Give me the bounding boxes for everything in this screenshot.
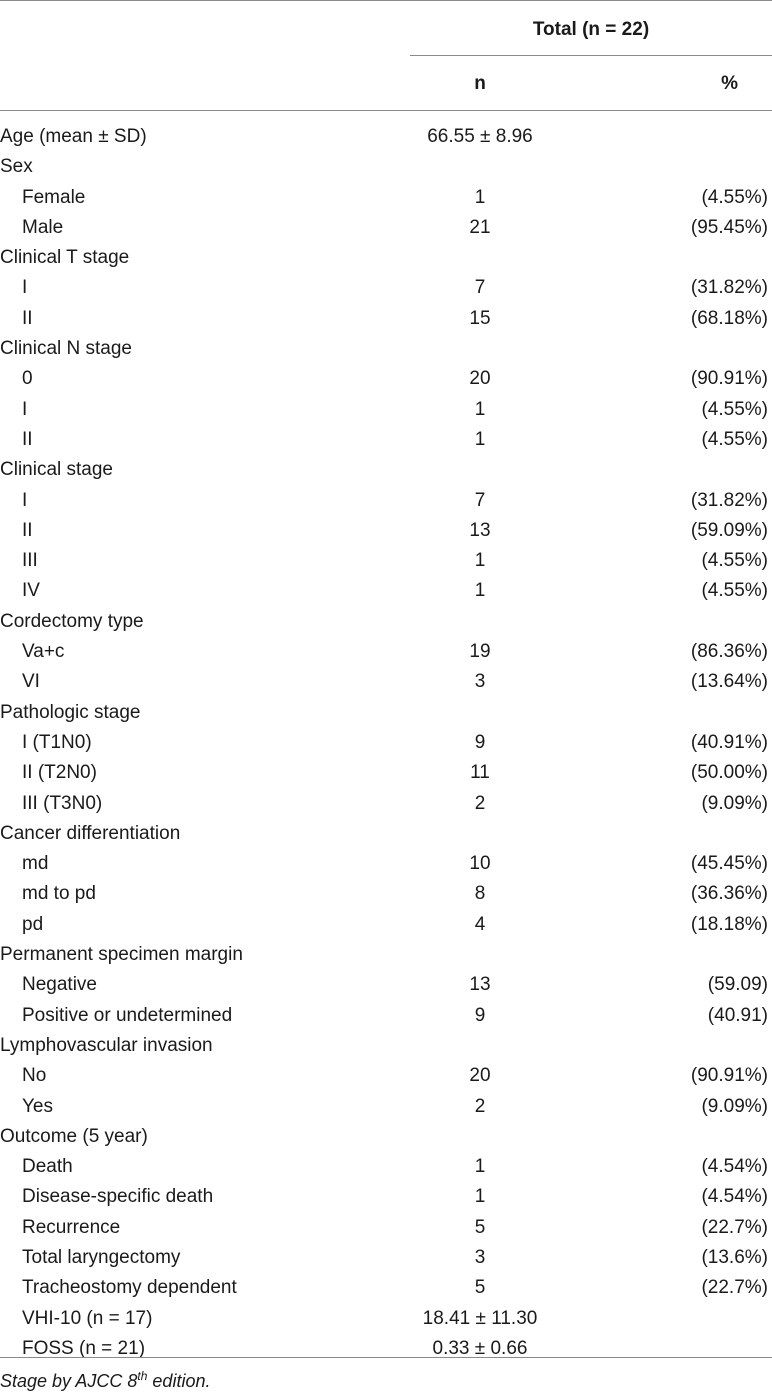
row-pct-value: (90.91%) [690,1065,768,1087]
table-row [0,152,772,182]
table-row [0,940,772,970]
row-pct-value: (18.18%) [690,913,768,935]
row-pct-value: (4.55%) [701,186,768,208]
row-n-value: 1 [474,1186,486,1208]
table-row [0,334,772,364]
row-n-value: 3 [474,671,486,693]
table-row [0,910,772,940]
row-label: I [22,277,28,299]
row-n-value: 13 [469,974,491,996]
row-label: Yes [22,1095,53,1117]
table-row [0,819,772,849]
row-label: Pathologic stage [0,701,141,723]
row-label: III (T3N0) [22,792,103,814]
row-label: No [22,1065,47,1087]
row-pct-value: (95.45%) [690,216,768,238]
row-n-value: 4 [474,913,486,935]
row-label: Death [22,1156,73,1178]
row-label: 0 [22,368,33,390]
row-n-value: 20 [469,368,491,390]
row-pct-value: (59.09) [707,974,768,996]
row-n-value: 5 [474,1277,486,1299]
row-label: I [22,489,28,511]
row-pct-value: (40.91) [707,1004,768,1026]
row-n-value: 8 [474,883,486,905]
row-label: Clinical T stage [0,247,130,269]
row-n-value: 10 [469,853,491,875]
table-row [0,1213,772,1243]
row-pct-value: (9.09%) [701,792,768,814]
row-label: md to pd [22,883,96,905]
row-label: VI [22,671,40,693]
table-row [0,1061,772,1091]
row-label: FOSS (n = 21) [22,1337,146,1359]
row-label: Lymphovascular invasion [0,1034,213,1056]
table-row [0,1001,772,1031]
row-label: Va+c [22,641,65,663]
row-n-value: 1 [474,428,486,450]
row-label: II [22,519,33,541]
row-label: pd [22,913,44,935]
row-label: Positive or undetermined [22,1004,233,1026]
row-pct-value: (68.18%) [690,307,768,329]
row-label: II (T2N0) [22,762,97,784]
row-n-value: 9 [474,731,486,753]
row-n-value: 2 [474,1095,486,1117]
top-rule [0,0,772,1]
row-label: Clinical N stage [0,338,132,360]
row-n-value: 18.41 ± 11.30 [422,1307,538,1329]
row-pct-value: (4.54%) [701,1186,768,1208]
row-n-value: 3 [474,1246,486,1268]
row-label: VHI-10 (n = 17) [22,1307,153,1329]
row-pct-value: (4.54%) [701,1156,768,1178]
column-header-n: n [474,73,486,94]
table-row [0,516,772,546]
table-row [0,395,772,425]
row-n-value: 7 [474,489,486,511]
row-pct-value: (86.36%) [690,641,768,663]
table-row [0,213,772,243]
table-row [0,789,772,819]
row-label: Recurrence [22,1216,121,1238]
table-row [0,1092,772,1122]
row-n-value: 21 [469,216,491,238]
row-n-value: 1 [474,580,486,602]
table-row [0,1304,772,1334]
row-pct-value: (4.55%) [701,428,768,450]
row-label: II [22,428,33,450]
row-label: Male [22,216,64,238]
table-row [0,758,772,788]
table-row [0,546,772,576]
row-label: III [22,550,38,572]
header-bottom-rule [0,110,772,111]
table-row [0,728,772,758]
row-n-value: 0.33 ± 0.66 [432,1337,528,1359]
table-body [0,122,772,1364]
table-row [0,970,772,1000]
table-footnote [0,1369,210,1392]
row-n-value: 9 [474,1004,486,1026]
row-n-value: 1 [474,550,486,572]
table-row [0,1273,772,1303]
row-pct-value: (9.09%) [701,1095,768,1117]
row-label: Disease-specific death [22,1186,214,1208]
row-n-value: 5 [474,1216,486,1238]
row-label: Cordectomy type [0,610,144,632]
row-n-value: 7 [474,277,486,299]
table-row [0,1182,772,1212]
table-row [0,576,772,606]
row-label: Cancer differentiation [0,822,181,844]
table-row [0,273,772,303]
row-pct-value: (31.82%) [690,489,768,511]
row-label: Tracheostomy dependent [22,1277,237,1299]
row-label: I (T1N0) [22,731,92,753]
table-row [0,1334,772,1364]
bottom-rule [0,1357,772,1358]
group-header-rule [410,55,772,56]
table-row [0,637,772,667]
table-row [0,698,772,728]
row-pct-value: (22.7%) [701,1216,768,1238]
row-label: Sex [0,156,33,178]
row-pct-value: (45.45%) [690,853,768,875]
table-row [0,1031,772,1061]
table-row [0,243,772,273]
row-label: I [22,398,28,420]
row-n-value: 19 [469,641,491,663]
column-header-pct: % [721,73,738,94]
table-row [0,304,772,334]
row-pct-value: (31.82%) [690,277,768,299]
table-row [0,1122,772,1152]
row-n-value: 1 [474,398,486,420]
row-pct-value: (4.55%) [701,398,768,420]
footnote-superscript: th [137,1369,148,1383]
table-row [0,364,772,394]
footnote-prefix: Stage by AJCC 8 [0,1371,138,1391]
row-pct-value: (36.36%) [690,883,768,905]
row-label: Outcome (5 year) [0,1125,148,1147]
row-n-value: 13 [469,519,491,541]
row-pct-value: (13.6%) [701,1246,768,1268]
footnote-suffix: edition. [147,1371,211,1391]
table-row [0,455,772,485]
row-n-value: 1 [474,1156,486,1178]
row-n-value: 66.55 ± 8.96 [427,126,533,147]
table-row [0,425,772,455]
row-n-value: 2 [474,792,486,814]
row-pct-value: (40.91%) [690,731,768,753]
row-n-value: 15 [469,307,491,329]
table-row [0,849,772,879]
row-pct-value: (90.91%) [690,368,768,390]
row-label: Permanent specimen margin [0,944,243,966]
row-n-value: 11 [470,762,490,784]
row-pct-value: (4.55%) [701,580,768,602]
row-pct-value: (22.7%) [701,1277,768,1299]
row-pct-value: (50.00%) [690,762,768,784]
group-header-total: Total (n = 22) [532,19,650,40]
row-label: Age (mean ± SD) [0,126,147,147]
table-row [0,1152,772,1182]
table-row [0,486,772,516]
table-row [0,1243,772,1273]
table-row [0,122,772,152]
row-label: md [22,853,49,875]
row-label: Clinical stage [0,459,113,481]
table-row [0,183,772,213]
row-pct-value: (59.09%) [690,519,768,541]
row-label: IV [22,580,40,602]
row-n-value: 1 [474,186,486,208]
row-label: II [22,307,33,329]
row-pct-value: (4.55%) [701,550,768,572]
row-label: Negative [22,974,97,996]
row-label: Total laryngectomy [22,1246,181,1268]
row-label: Female [22,186,86,208]
table-row [0,879,772,909]
row-pct-value: (13.64%) [690,671,768,693]
table-row [0,607,772,637]
row-n-value: 20 [469,1065,491,1087]
table-row [0,667,772,697]
